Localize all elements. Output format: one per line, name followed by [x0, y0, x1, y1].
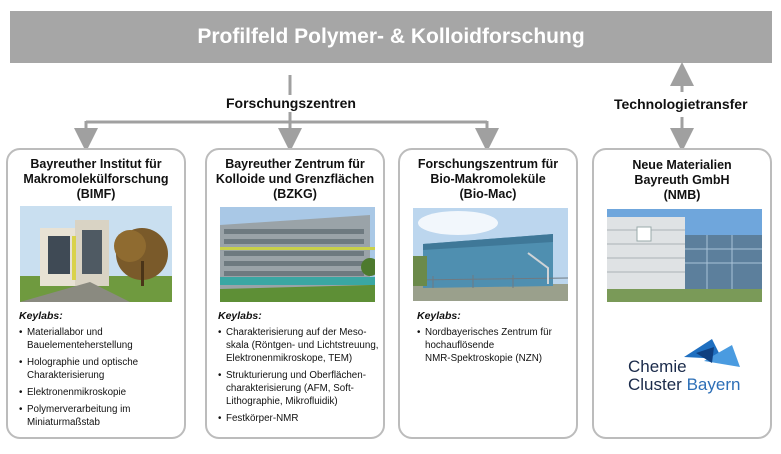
keylabs-label: Keylabs:: [19, 310, 63, 322]
list-item: • Charakterisierung auf der Meso- skala (Röntgen- und Lichtstreuung, Elektronenmikroskope, TEM): [218, 326, 386, 365]
keylabs-list-bimf: [19, 326, 184, 433]
logo-text-line1: Chemie: [628, 357, 687, 376]
keylabs-label: Keylabs:: [218, 310, 262, 322]
card-title-biomac: Forschungszentrum für Bio-Makromoleküle (Bio-Mac): [417, 157, 559, 201]
chemie-cluster-logo-icon: [682, 337, 742, 377]
list-item: • Holographie und optische Charakterisierung: [19, 356, 184, 382]
list-item: • Strukturierung und Oberflächen- charakterisierung (AFM, Soft- Lithographie, Mikrofluidik): [218, 369, 386, 408]
card-title-nmb: Neue Materialien Bayreuth GmbH (NMB): [632, 158, 732, 202]
list-item: • Nordbayerisches Zentrum für hochauflösende NMR-Spektroskopie (NZN): [417, 326, 577, 365]
keylabs-label: Keylabs:: [417, 310, 461, 322]
card-title-bzkg: Bayreuther Zentrum für Kolloide und Grenzflächen (BZKG): [215, 157, 375, 201]
card-nmb: [592, 148, 772, 439]
page-title: Profilfeld Polymer- & Kolloidforschung: [10, 11, 772, 63]
list-item: • Festkörper-NMR: [218, 412, 386, 425]
photo-bimf-building: [20, 206, 172, 302]
list-item: • Materiallabor und Bauelementeherstellung: [19, 326, 184, 352]
card-biomac: [398, 148, 578, 439]
keylabs-list-bzkg: [218, 326, 386, 429]
keylabs-list-biomac: [417, 326, 577, 369]
heading-forschungszentren: Forschungszentren: [226, 95, 356, 111]
photo-bzkg-building: [220, 207, 375, 302]
logo-text-line2: Cluster Bayern: [628, 375, 741, 394]
card-bimf: [6, 148, 186, 439]
list-item: • Elektronenmikroskopie: [19, 386, 184, 399]
heading-technologietransfer: Technologietransfer: [614, 96, 748, 112]
card-title-bimf: Bayreuther Institut für Makromolekülforschung (BIMF): [23, 157, 169, 201]
list-item: • Polymerverarbeitung im Miniaturmaßstab: [19, 403, 184, 429]
card-bzkg: [205, 148, 385, 439]
photo-biomac-building: [413, 208, 568, 301]
photo-nmb-building: [607, 209, 762, 302]
